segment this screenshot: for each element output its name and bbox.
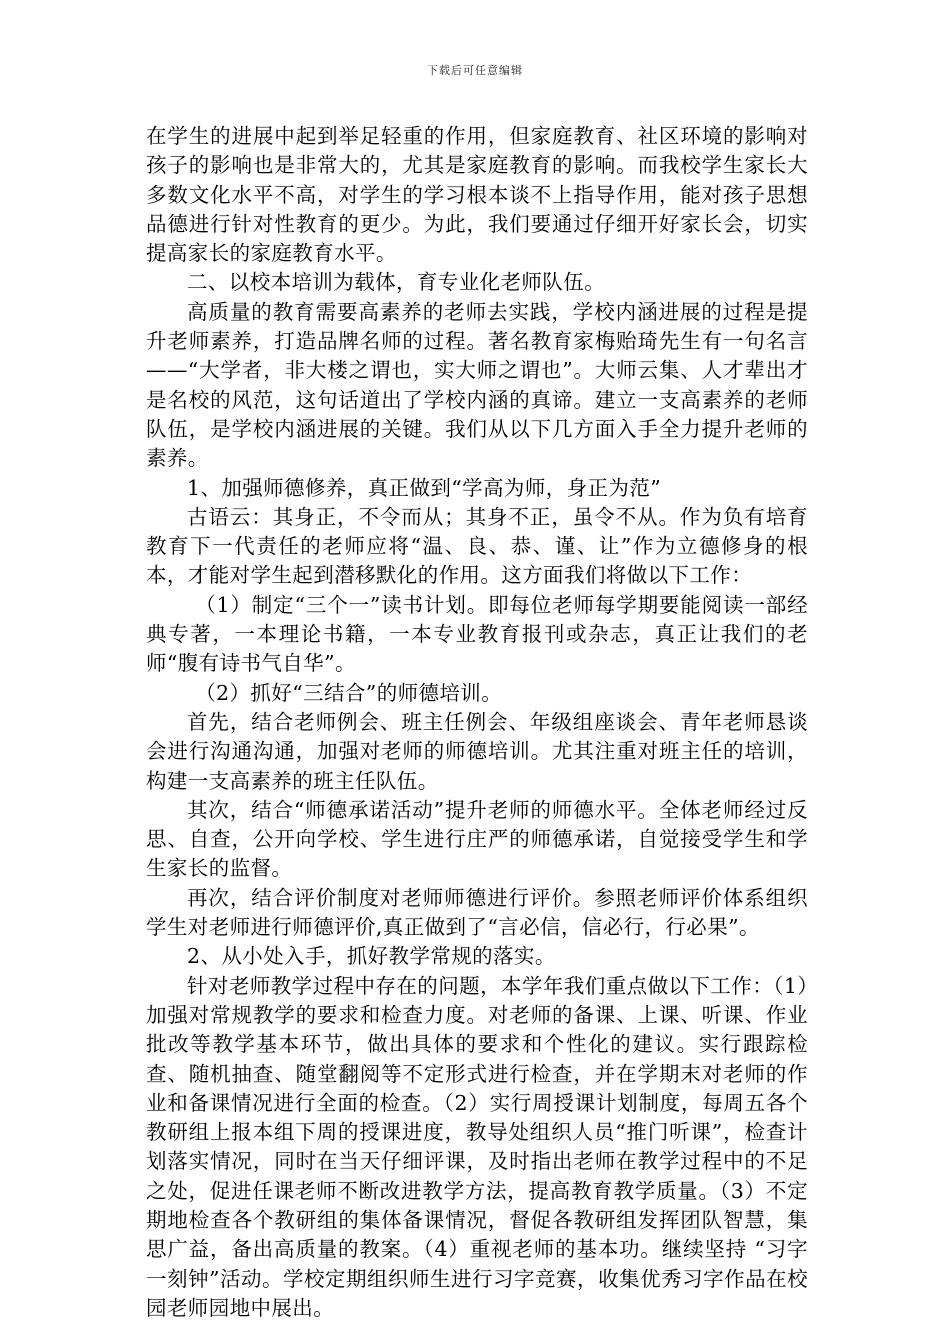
section-heading-school-training: 二、以校本培训为载体，育专业化老师队伍。	[187, 270, 605, 295]
subheading-teaching-routine: 2、从小处入手，抓好教学常规的落实。	[187, 944, 556, 969]
paragraph-family-education: 在学生的进展中起到举足轻重的作用，但家庭教育、社区环境的影响对孩子的影响也是非常大的，尤其是家庭教育的影响。而我校学生家长大多数文化水平不高，对学生的学习根本谈不上指导作用，能对孩子思想品德进行针对性教育的更少。为此，我们要通过仔细开好家长会，切实提高家长的家庭教育水平。	[146, 124, 808, 266]
paragraph-work-items: 针对老师教学过程中存在的问题，本学年我们重点做以下工作：（1）加强对常规教学的要求和检查力度。对老师的备课、上课、听课、作业批改等教学基本环节，做出具体的要求和个性化的建议。实行跟踪检查、随机抽查、随堂翻阅等不定形式进行检查，并在学期末对老师的作业和备课情况进行全面的检查。（2）实行周授课计划制度，每周五各个教研组上报本组下周的授课进度，教导处组织人员“推门听课”，检查计划落实情况，同时在当天仔细评课，及时指出老师在教学过程中的不足之处，促进任课老师不断改进教学方法，提高教育教学质量。（3）不定期地检查各个教研组的集体备课情况，督促各教研组发挥团队智慧，集思广益，备出高质量的教案。（4）重视老师的基本功。继续坚持 “习字一刻钟”活动。学校定期组织师生进行习字竞赛，收集优秀习字作品在校园老师园地中展出。	[146, 973, 808, 1320]
item-reading-plan: （1）制定“三个一”读书计划。即每位老师每学期要能阅读一部经典专著，一本理论书籍，一本专业教育报刊或杂志，真正让我们的老师“腹有诗书气自华”。	[146, 592, 808, 676]
paragraph-first: 首先，结合老师例会、班主任例会、年级组座谈会、青年老师恳谈会进行沟通沟通，加强对老师的师德培训。尤其注重对班主任的培训，构建一支高素养的班主任队伍。	[146, 709, 808, 793]
paragraph-second: 其次，结合“师德承诺活动”提升老师的师德水平。全体老师经过反思、自查，公开向学校、学生进行庄严的师德承诺，自觉接受学生和学生家长的监督。	[146, 797, 808, 881]
page-header: 下载后可任意编辑	[427, 64, 523, 77]
paragraph-teacher-quality: 高质量的教育需要高素养的老师去实践，学校内涵进展的过程是提升老师素养，打造品牌名师的过程。著名教育家梅贻琦先生有一句名言——“大学者，非大楼之谓也，实大师之谓也”。大师云集、人才辈出才是名校的风范，这句话道出了学校内涵的真谛。建立一支高素养的老师队伍，是学校内涵进展的关键。我们从以下几方面入手全力提升老师的素养。	[146, 299, 808, 471]
paragraph-third: 再次，结合评价制度对老师师德进行评价。参照老师评价体系组织学生对老师进行师德评价,真正做到了“言必信，信必行，行必果”。	[146, 885, 808, 940]
paragraph-ancient-saying: 古语云：其身正，不令而从；其身不正，虽令不从。作为负有培育教育下一代责任的老师应将“温、良、恭、谨、让”作为立德修身的根本，才能对学生起到潜移默化的作用。这方面我们将做以下工作：	[146, 504, 808, 588]
document-body	[146, 122, 808, 1323]
subheading-ethics: 1、加强师德修养，真正做到“学高为师，身正为范”	[187, 475, 662, 500]
item-ethics-training: （2）抓好“三结合”的师德培训。	[195, 680, 503, 705]
